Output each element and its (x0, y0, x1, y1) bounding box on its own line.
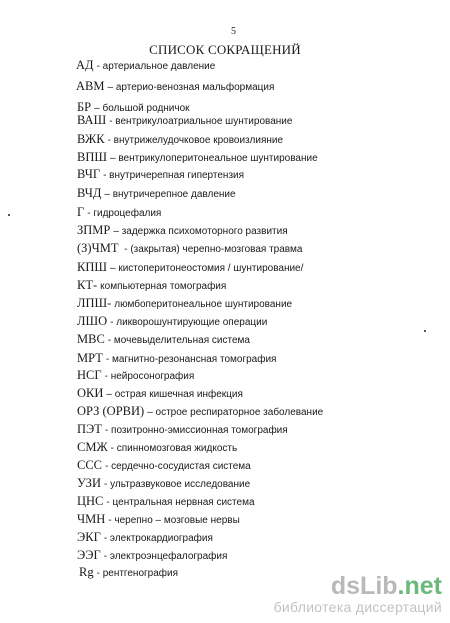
list-item (77, 405, 323, 419)
list-item (77, 387, 243, 401)
abbreviation: МВС (77, 332, 105, 346)
list-item (77, 206, 161, 220)
abbreviation: ОРЗ (ОРВИ) (77, 404, 145, 418)
list-item (77, 352, 276, 366)
definition: – большой родничок (94, 103, 190, 114)
list-item (77, 261, 303, 275)
abbreviation: Rg (79, 565, 94, 579)
definition: - черепно – мозговые нервы (108, 515, 240, 526)
definition: - артериальное давление (96, 61, 216, 72)
abbreviation: ОКИ (77, 386, 104, 400)
list-item (77, 114, 292, 128)
definition: - ультразвуковое исследование (103, 479, 251, 490)
definition: - позитронно-эмиссионная томография (104, 425, 288, 436)
list-item (79, 566, 178, 580)
abbreviation: НСГ (77, 368, 102, 382)
list-item (77, 549, 227, 563)
definition: - гидроцефалия (87, 208, 162, 219)
margin-mark (424, 330, 426, 332)
abbreviation: УЗИ (77, 476, 101, 490)
watermark (274, 573, 442, 615)
watermark-logo: dsLib.net (330, 572, 442, 600)
definition: - ликворошунтирующие операции (110, 317, 268, 328)
definition: – задержка психомоторного развития (113, 226, 288, 237)
definition: - вентрикулоатриальное шунтирование (109, 116, 293, 127)
abbreviation: ЭКГ (77, 530, 101, 544)
abbreviation: ВАШ (77, 113, 107, 127)
definition: - (закрытая) черепно-мозговая травма (121, 244, 303, 255)
abbreviation: (З)ЧМТ (77, 241, 119, 255)
list-item (77, 369, 194, 383)
list-item (77, 279, 226, 293)
definition: - электрокардиография (103, 533, 213, 544)
list-item (77, 531, 213, 545)
list-item (77, 315, 267, 329)
list-item (77, 224, 288, 238)
definition: – внутричерепное давление (104, 189, 236, 200)
list-item (77, 513, 240, 527)
definition: компьютерная томография (100, 281, 227, 292)
abbreviation: БР (77, 100, 92, 114)
abbreviation: ЗПМР (77, 223, 111, 237)
abbreviation: ЭЭГ (77, 548, 101, 562)
abbreviation: МРТ (77, 351, 103, 365)
abbreviation: ЦНС (77, 494, 104, 508)
definition: - центральная нервная система (106, 497, 255, 508)
abbreviation: ЧМН (77, 512, 106, 526)
definition: - электроэнцефалография (103, 551, 228, 562)
list-item (77, 151, 318, 165)
abbreviation: ВЧД (77, 186, 102, 200)
abbreviation: КТ- (77, 278, 98, 292)
list-item (77, 133, 283, 147)
abbreviation: ВПШ (77, 150, 107, 164)
list-item (77, 242, 302, 256)
abbreviation: АВМ (76, 79, 105, 93)
list-item (77, 477, 250, 491)
abbreviation: СМЖ (77, 440, 108, 454)
definition: - рентгенография (96, 568, 178, 579)
abbreviation: ВЧГ (77, 167, 101, 181)
page-title: СПИСОК СОКРАЩЕНИЙ (149, 42, 301, 57)
list-item (77, 459, 251, 473)
list-item (77, 441, 237, 455)
definition: – кистоперитонеостомия / шунтирование/ (109, 263, 304, 274)
list-item (76, 80, 274, 94)
definition: люмбоперитонеальное шунтирование (114, 299, 293, 310)
definition: – острое респираторное заболевание (147, 407, 324, 418)
abbreviation: ССС (77, 458, 103, 472)
definition: – вентрикулоперитонеальное шунтирование (109, 153, 318, 164)
list-item (77, 333, 250, 347)
abbreviation: ВЖК (77, 132, 105, 146)
margin-mark (8, 214, 10, 216)
watermark-subtitle: библиотека диссертаций (273, 599, 442, 615)
abbreviation: ЛПШ- (77, 296, 112, 310)
definition: - внутрижелудочковое кровоизлияние (107, 135, 284, 146)
definition: – артерио-венозная мальформация (107, 82, 275, 93)
definition: - мочевыделительная система (107, 335, 250, 346)
list-item (77, 187, 236, 201)
abbreviation: ПЭТ (77, 422, 102, 436)
list-item (77, 495, 255, 509)
definition: - внутричерепная гипертензия (103, 170, 245, 181)
definition: - спинномозговая жидкость (110, 443, 238, 454)
abbreviation: АД (76, 58, 94, 72)
definition: - магнитно-резонансная томография (105, 354, 277, 365)
abbreviation: КПШ (77, 260, 107, 274)
abbreviation: ЛШО (77, 314, 108, 328)
abbreviation: Г (77, 205, 85, 219)
page-number: 5 (231, 26, 236, 37)
list-item (77, 297, 292, 311)
list-item (77, 423, 288, 437)
definition: - нейросонография (104, 371, 195, 382)
list-item (76, 59, 215, 73)
list-item (77, 168, 244, 182)
definition: – острая кишечная инфекция (106, 389, 243, 400)
definition: - сердечно-сосудистая система (105, 461, 251, 472)
